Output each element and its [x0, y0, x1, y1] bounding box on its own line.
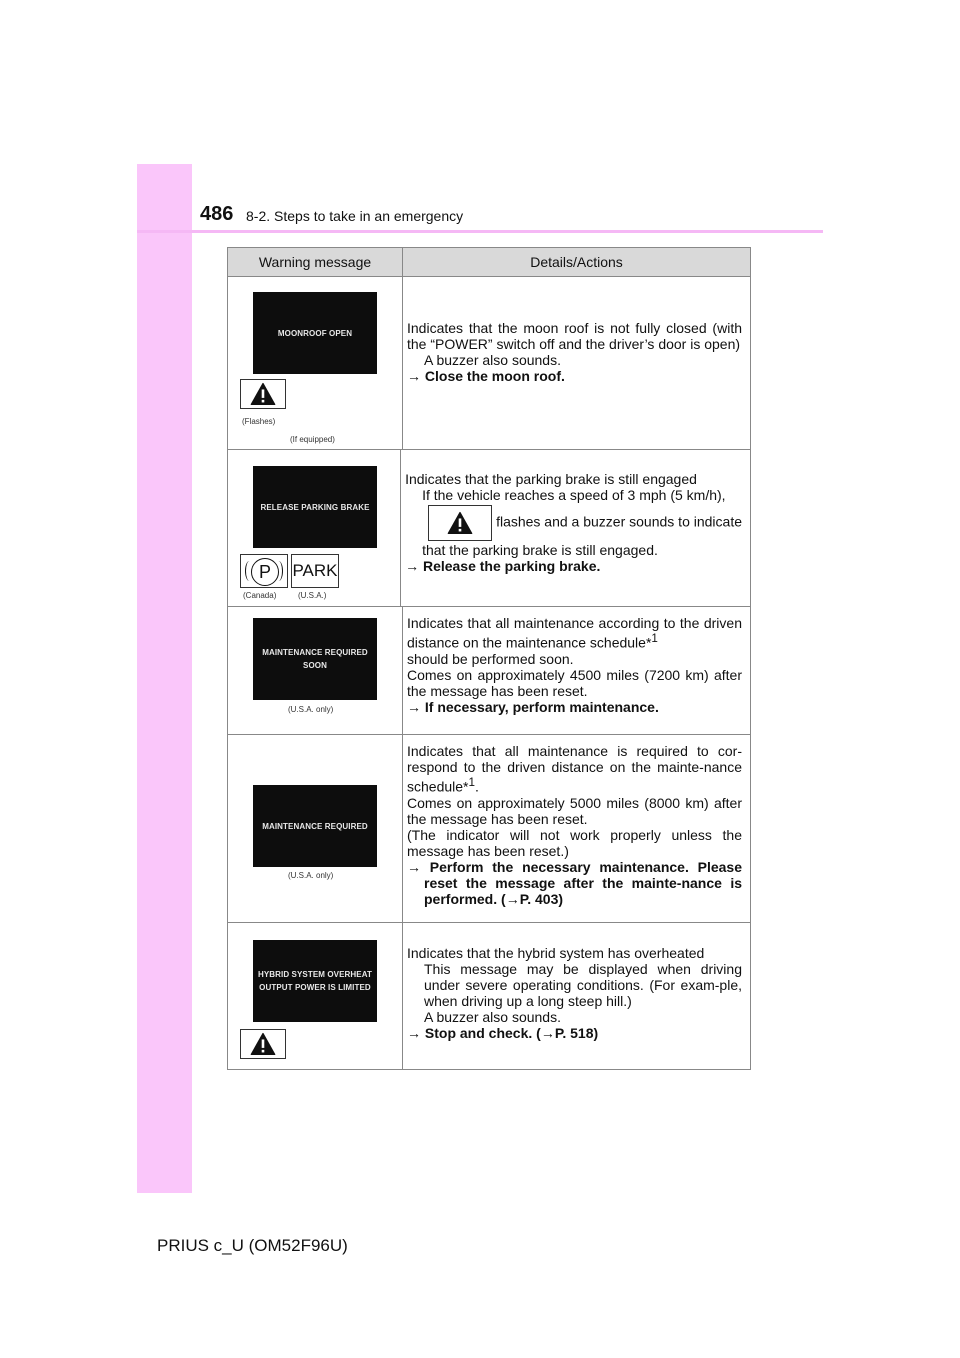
warning-cell	[228, 607, 403, 734]
caption-usa-only: (U.S.A. only)	[288, 871, 334, 880]
table-row	[228, 450, 750, 607]
caption-usa: (U.S.A.)	[298, 591, 327, 600]
arrow-icon: →	[505, 890, 520, 907]
details-cell: Indicates that all maintenance is required to cor-respond to the driven distance on the mainte-nance schedule*$^1$. Comes on approximately 5000 miles (8000 km) after the message has been reset. (The indicator will not work properly unless the message has been reset.) → Perform the necessary maintenance. Please reset the message after the mainte-nance is performed. (→P. 403)	[407, 743, 743, 907]
details-cell: Indicates that all maintenance according to the driven distance on the maintenance schedule*$^1$ should be performed soon. Comes on approximately 4500 miles (7200 km) after the message has been reset. → If necessary, perform maintenance.	[407, 615, 742, 715]
display-screen: RELEASE PARKING BRAKE	[253, 466, 377, 548]
warning-triangle-icon	[428, 505, 492, 541]
header-rule	[137, 230, 823, 233]
warning-cell	[228, 277, 403, 449]
warning-cell	[228, 735, 403, 922]
footer-model: PRIUS c_U (OM52F96U)	[157, 1236, 348, 1255]
display-screen: MOONROOF OPEN	[253, 292, 377, 374]
side-tab-band	[137, 164, 192, 1193]
details-cell: Indicates that the hybrid system has overheated This message may be displayed when driving under severe operating conditions. (For exam-ple, when driving up a long steep hill.) A buzzer also sounds. → Stop and check. (→P. 518)	[407, 945, 742, 1041]
warning-triangle-icon	[240, 379, 286, 409]
table-row	[228, 923, 750, 1070]
col-header-details: Details/Actions	[530, 254, 623, 270]
arrow-icon: →	[540, 1025, 555, 1041]
arrow-icon: →	[407, 858, 421, 875]
table-header	[228, 248, 750, 277]
display-screen: MAINTENANCE REQUIRED	[253, 785, 377, 867]
caption-if-equipped: (If equipped)	[290, 435, 335, 444]
display-screen: MAINTENANCE REQUIRED SOON	[253, 618, 377, 700]
warning-cell	[228, 923, 403, 1069]
caption-canada: (Canada)	[243, 591, 277, 600]
warning-cell	[228, 450, 401, 606]
details-cell: Indicates that the moon roof is not fully closed (with the “POWER” switch off and the driver’s door is open) A buzzer also sounds. → Close the moon roof.	[407, 320, 742, 384]
caption-usa-only: (U.S.A. only)	[288, 705, 334, 714]
table-row	[228, 277, 750, 450]
display-screen: HYBRID SYSTEM OVERHEAT OUTPUT POWER IS LIMITED	[253, 940, 377, 1022]
table-row	[228, 607, 750, 735]
arrow-icon: →	[407, 368, 421, 384]
arrow-icon: →	[405, 558, 420, 574]
caption-flashes: (Flashes)	[242, 417, 276, 426]
park-indicator-icon: PARK	[291, 554, 339, 588]
warning-message-table	[227, 247, 751, 1070]
arrow-icon: →	[407, 698, 421, 715]
col-header-warning: Warning message	[228, 248, 403, 276]
section-title: 8-2. Steps to take in an emergency	[246, 208, 464, 224]
table-row	[228, 735, 750, 923]
page-number: 486	[200, 203, 234, 225]
arrow-icon: →	[407, 1025, 421, 1041]
details-cell: Indicates that the parking brake is still engaged If the vehicle reaches a speed of 3 mph (5 km/h), flashes and a buzzer sounds to indicate that the parking brake is still engaged. → Release the parking brake.	[405, 471, 742, 574]
warning-triangle-icon	[240, 1029, 286, 1059]
parking-brake-icon: P	[240, 554, 288, 588]
